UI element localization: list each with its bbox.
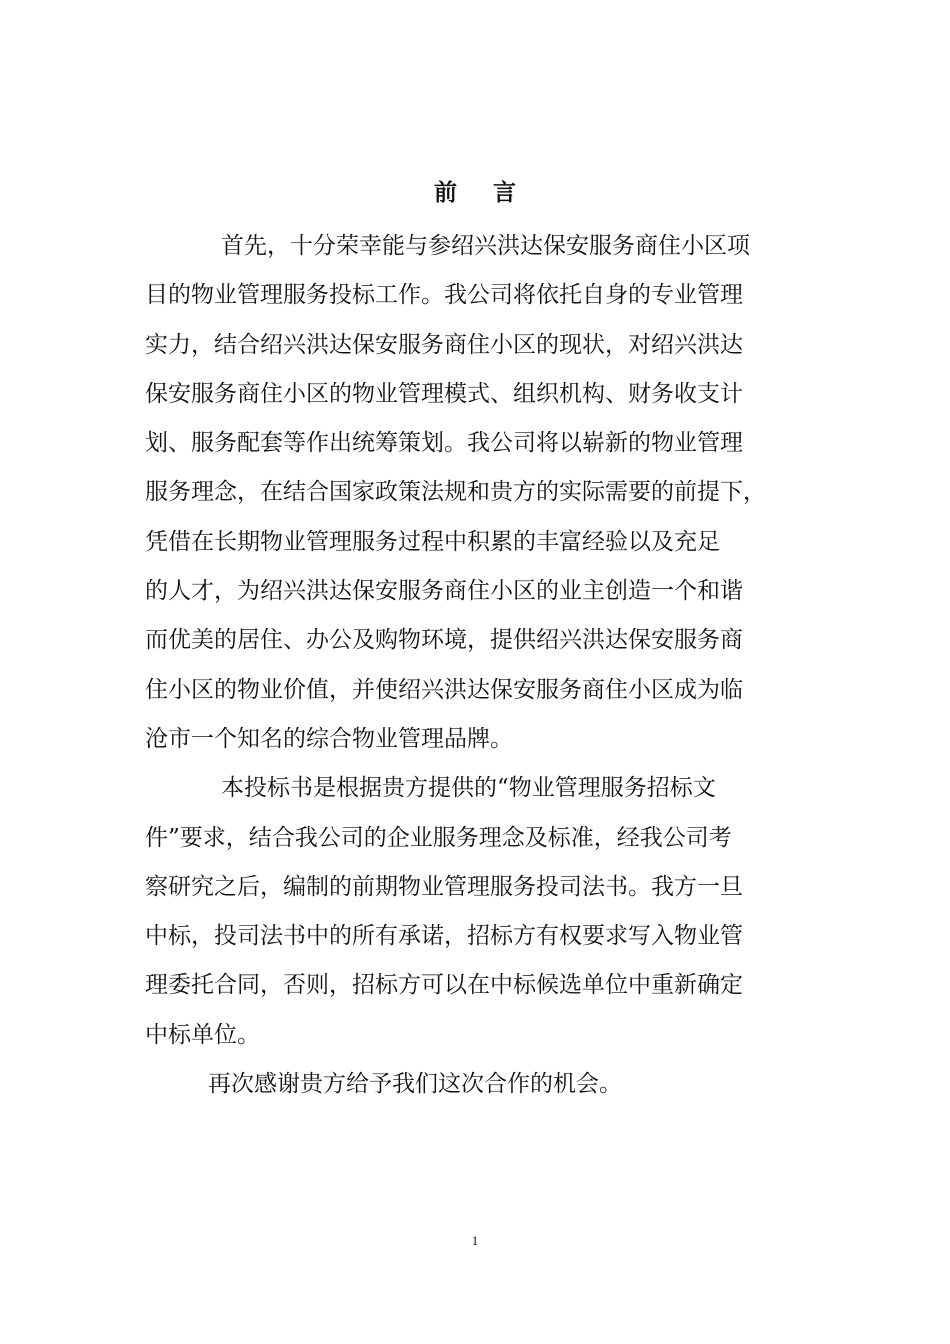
text-line: 本投标书是根据贵方提供的“物业管理服务招标文	[221, 775, 716, 802]
text-line: 理委托合同，否则，招标方可以在中标候选单位中重新确定	[145, 972, 743, 999]
text-line: 沧市一个知名的综合物业管理品牌。	[145, 725, 513, 752]
text-line: 保安服务商住小区的物业管理模式、组织机构、财务收支计	[145, 380, 743, 407]
text-line: 实力，结合绍兴洪达保安服务商住小区的现状，对绍兴洪达	[145, 331, 743, 358]
text-line: 的人才，为绍兴洪达保安服务商住小区的业主创造一个和谐	[145, 578, 743, 605]
text-line: 目的物业管理服务投标工作。我公司将依托自身的专业管理	[145, 282, 743, 309]
paragraph-thanks	[145, 1060, 825, 1109]
paragraph-intro	[145, 222, 825, 764]
text-line: 再次感谢贵方给予我们这次合作的机会。	[208, 1071, 622, 1098]
document-body	[145, 222, 825, 1109]
text-line: 中标，投司法书中的所有承诺，招标方有权要求写入物业管	[145, 923, 743, 950]
text-line: 件”要求，结合我公司的企业服务理念及标准，经我公司考	[145, 824, 732, 851]
text-line: 首先，十分荣幸能与参绍兴洪达保安服务商住小区项	[221, 233, 750, 259]
text-line: 划、服务配套等作出统筹策划。我公司将以崭新的物业管理	[145, 430, 743, 457]
text-line: 住小区的物业价值，并使绍兴洪达保安服务商住小区成为临	[145, 676, 743, 703]
text-line: 服务理念，在结合国家政策法规和贵方的实际需要的前提下，	[145, 479, 766, 506]
text-line: 凭借在长期物业管理服务过程中积累的丰富经验以及充足	[145, 528, 720, 555]
text-line: 而优美的居住、办公及购物环境，提供绍兴洪达保安服务商	[145, 627, 743, 654]
page-title: 前 言	[433, 179, 530, 206]
paragraph-bid-document	[145, 764, 825, 1060]
text-line: 中标单位。	[145, 1021, 260, 1048]
page-number: 1	[471, 1233, 479, 1248]
text-line: 察研究之后，编制的前期物业管理服务投司法书。我方一旦	[145, 873, 743, 900]
